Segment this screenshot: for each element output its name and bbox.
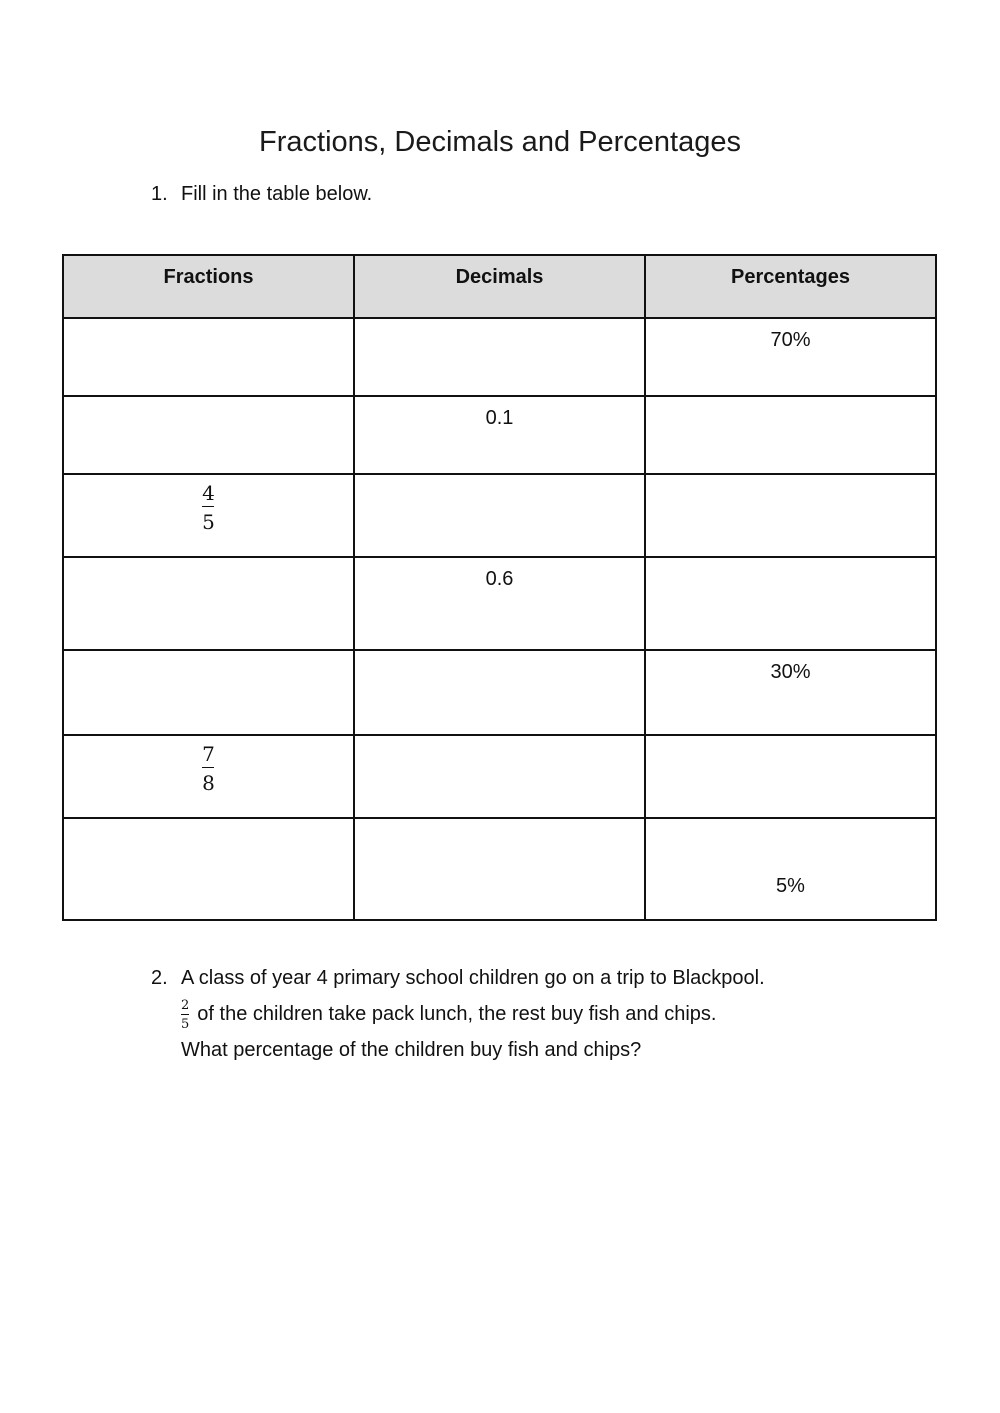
fraction-cell[interactable]	[63, 396, 354, 474]
percentage-cell	[645, 818, 936, 920]
fraction-numerator: 7	[202, 742, 215, 766]
fraction-cell[interactable]	[63, 650, 354, 735]
question-2-text-1: A class of year 4 primary school children go on a trip to Blackpool.	[181, 967, 765, 989]
fraction-cell[interactable]	[63, 818, 354, 920]
fraction-value	[202, 475, 215, 532]
question-1-number: 1.	[151, 183, 168, 205]
decimal-value: 0.1	[485, 407, 514, 429]
fraction-cell	[63, 735, 354, 818]
percentage-cell	[645, 650, 936, 735]
percentage-cell	[645, 318, 936, 396]
fraction-denominator: 5	[181, 1016, 190, 1032]
fraction-cell[interactable]	[63, 318, 354, 396]
fraction-cell[interactable]	[63, 557, 354, 650]
header-decimals: Decimals	[354, 255, 645, 318]
fraction-bar	[202, 506, 214, 507]
fraction-numerator: 2	[181, 997, 190, 1013]
fraction-denominator: 8	[202, 771, 215, 795]
question-1-text: Fill in the table below.	[181, 183, 373, 205]
percentage-value: 30%	[770, 661, 811, 683]
decimal-cell	[354, 396, 645, 474]
decimal-cell[interactable]	[354, 735, 645, 818]
table-row	[63, 735, 936, 818]
percentage-value: 5%	[776, 875, 805, 897]
fraction-bar	[202, 767, 214, 768]
fraction-bar	[181, 1014, 189, 1015]
percentage-value: 70%	[770, 329, 811, 351]
fraction-value	[202, 736, 215, 793]
header-fractions: Fractions	[63, 255, 354, 318]
question-2-number: 2.	[151, 967, 168, 989]
question-2-line-2	[151, 996, 765, 1032]
decimal-value: 0.6	[485, 568, 514, 590]
fraction-denominator: 5	[202, 510, 215, 534]
fraction-numerator: 4	[202, 481, 215, 505]
question-2-line-3: What percentage of the children buy fish and chips?	[181, 1039, 642, 1061]
decimal-cell[interactable]	[354, 318, 645, 396]
question-2-line-1	[151, 960, 765, 996]
fdp-table	[62, 254, 937, 921]
decimal-cell[interactable]	[354, 818, 645, 920]
fraction-cell	[63, 474, 354, 557]
percentage-cell[interactable]	[645, 735, 936, 818]
percentage-cell[interactable]	[645, 396, 936, 474]
question-2-text-2: of the children take pack lunch, the rest buy fish and chips.	[197, 1003, 717, 1025]
table-row	[63, 318, 936, 396]
question-1	[151, 180, 372, 208]
table-row	[63, 818, 936, 920]
decimal-cell	[354, 557, 645, 650]
table-row	[63, 396, 936, 474]
table-row	[63, 557, 936, 650]
decimal-cell[interactable]	[354, 650, 645, 735]
question-2	[151, 960, 765, 1068]
question-2-fraction	[181, 999, 189, 1031]
table-row	[63, 474, 936, 557]
header-percentages: Percentages	[645, 255, 936, 318]
percentage-cell[interactable]	[645, 474, 936, 557]
page-title: Fractions, Decimals and Percentages	[259, 126, 741, 158]
table-header-row	[63, 255, 936, 318]
percentage-cell[interactable]	[645, 557, 936, 650]
table-row	[63, 650, 936, 735]
decimal-cell[interactable]	[354, 474, 645, 557]
